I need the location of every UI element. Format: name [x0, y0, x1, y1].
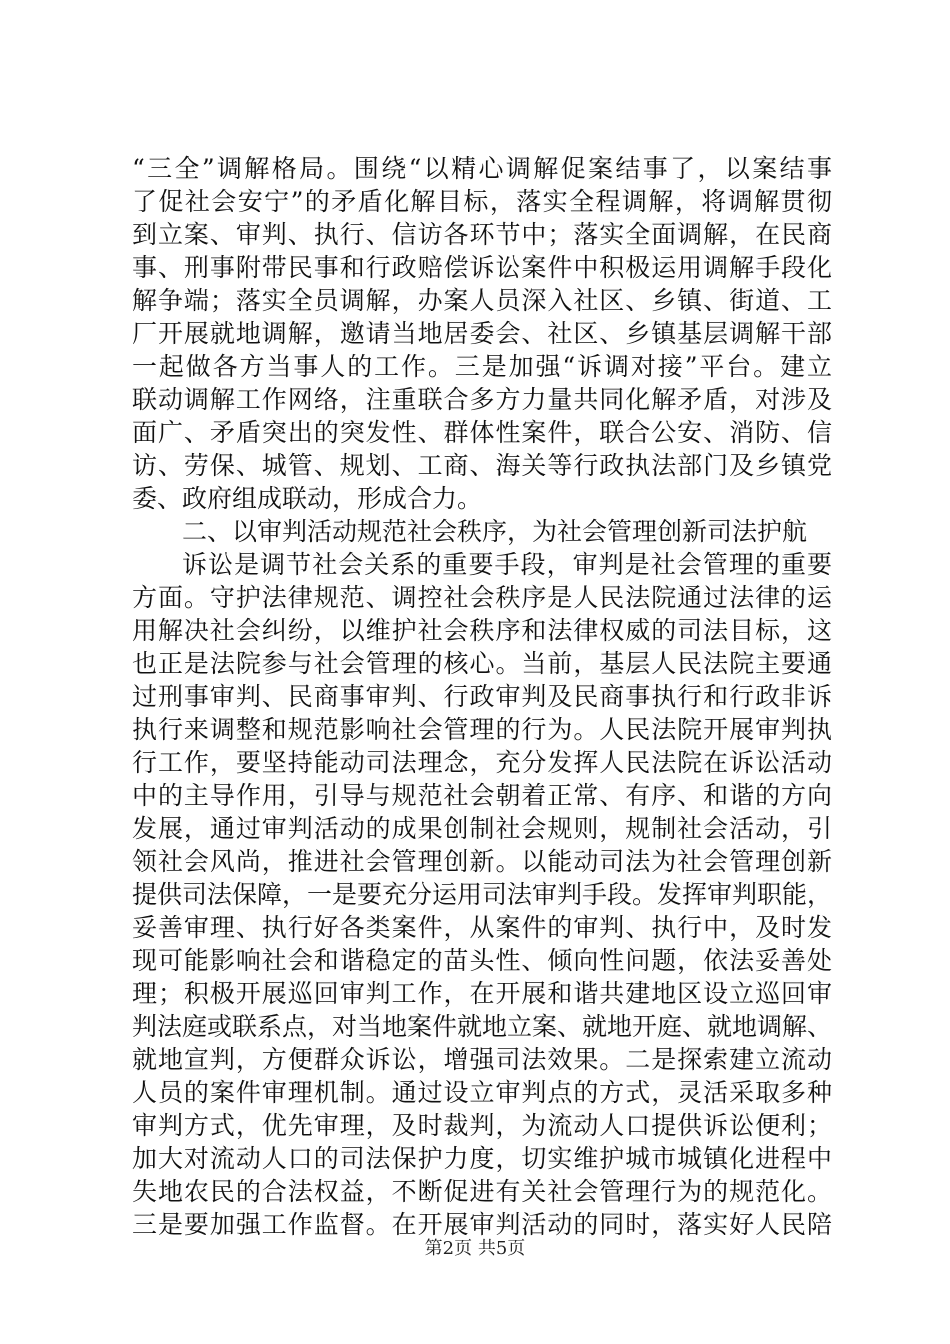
text-line: 就地宣判，方便群众诉讼，增强司法效果。二是探索建立流动 [132, 1045, 832, 1074]
text-line: 事、刑事附带民事和行政赔偿诉讼案件中积极运用调解手段化 [132, 253, 832, 282]
text-line: 妥善审理、执行好各类案件，从案件的审判、执行中，及时发 [132, 913, 832, 942]
text-line: 联动调解工作网络，注重联合多方力量共同化解矛盾，对涉及 [132, 385, 832, 414]
text-line: 访、劳保、城管、规划、工商、海关等行政执法部门及乡镇党 [132, 451, 832, 480]
text-line: 执行来调整和规范影响社会管理的行为。人民法院开展审判执 [132, 715, 832, 744]
text-line: 领社会风尚，推进社会管理创新。以能动司法为社会管理创新 [132, 847, 832, 876]
text-line: 方面。守护法律规范、调控社会秩序是人民法院通过法律的运 [132, 583, 832, 612]
text-line: 人员的案件审理机制。通过设立审判点的方式，灵活采取多种 [132, 1078, 832, 1107]
text-line: 理；积极开展巡回审判工作，在开展和谐共建地区设立巡回审 [132, 979, 832, 1008]
page-number-footer: 第2页 共5页 [424, 1238, 526, 1259]
text-line: 一起做各方当事人的工作。三是加强“诉调对接”平台。建立 [132, 352, 832, 381]
text-line: 失地农民的合法权益，不断促进有关社会管理行为的规范化。 [132, 1177, 832, 1206]
text-line: 提供司法保障，一是要充分运用司法审判手段。发挥审判职能， [132, 880, 832, 909]
text-line: 中的主导作用，引导与规范社会朝着正常、有序、和谐的方向 [132, 781, 832, 810]
text-line: 委、政府组成联动，形成合力。 [132, 484, 483, 513]
text-line: 解争端；落实全员调解，办案人员深入社区、乡镇、街道、工 [132, 286, 832, 315]
text-line: 现可能影响社会和谐稳定的苗头性、倾向性问题，依法妥善处 [132, 946, 832, 975]
text-line: 判法庭或联系点，对当地案件就地立案、就地开庭、就地调解、 [132, 1012, 832, 1041]
text-line: 用解决社会纠纷，以维护社会秩序和法律权威的司法目标，这 [132, 616, 832, 645]
text-line: “三全”调解格局。围绕“以精心调解促案结事了，以案结事 [132, 154, 832, 183]
text-line: 诉讼是调节社会关系的重要手段，审判是社会管理的重要 [182, 550, 832, 579]
text-line: 审判方式，优先审理，及时裁判，为流动人口提供诉讼便利； [132, 1111, 832, 1140]
text-line: 过刑事审判、民商事审判、行政审判及民商事执行和行政非诉 [132, 682, 832, 711]
text-line: 加大对流动人口的司法保护力度，切实维护城市城镇化进程中 [132, 1144, 832, 1173]
text-line: 发展，通过审判活动的成果创制社会规则，规制社会活动，引 [132, 814, 832, 843]
text-line: 也正是法院参与社会管理的核心。当前，基层人民法院主要通 [132, 649, 832, 678]
text-line: 三是要加强工作监督。在开展审判活动的同时，落实好人民陪 [132, 1210, 832, 1239]
text-line: 面广、矛盾突出的突发性、群体性案件，联合公安、消防、信 [132, 418, 832, 447]
text-line: 到立案、审判、执行、信访各环节中；落实全面调解，在民商 [132, 220, 832, 249]
text-line: 了促社会安宁”的矛盾化解目标，落实全程调解，将调解贯彻 [132, 187, 832, 216]
text-line: 行工作，要坚持能动司法理念，充分发挥人民法院在诉讼活动 [132, 748, 832, 777]
section-heading: 二、以审判活动规范社会秩序，为社会管理创新司法护航 [182, 517, 808, 546]
body-text [132, 152, 832, 1241]
text-line: 厂开展就地调解，邀请当地居委会、社区、乡镇基层调解干部 [132, 319, 832, 348]
